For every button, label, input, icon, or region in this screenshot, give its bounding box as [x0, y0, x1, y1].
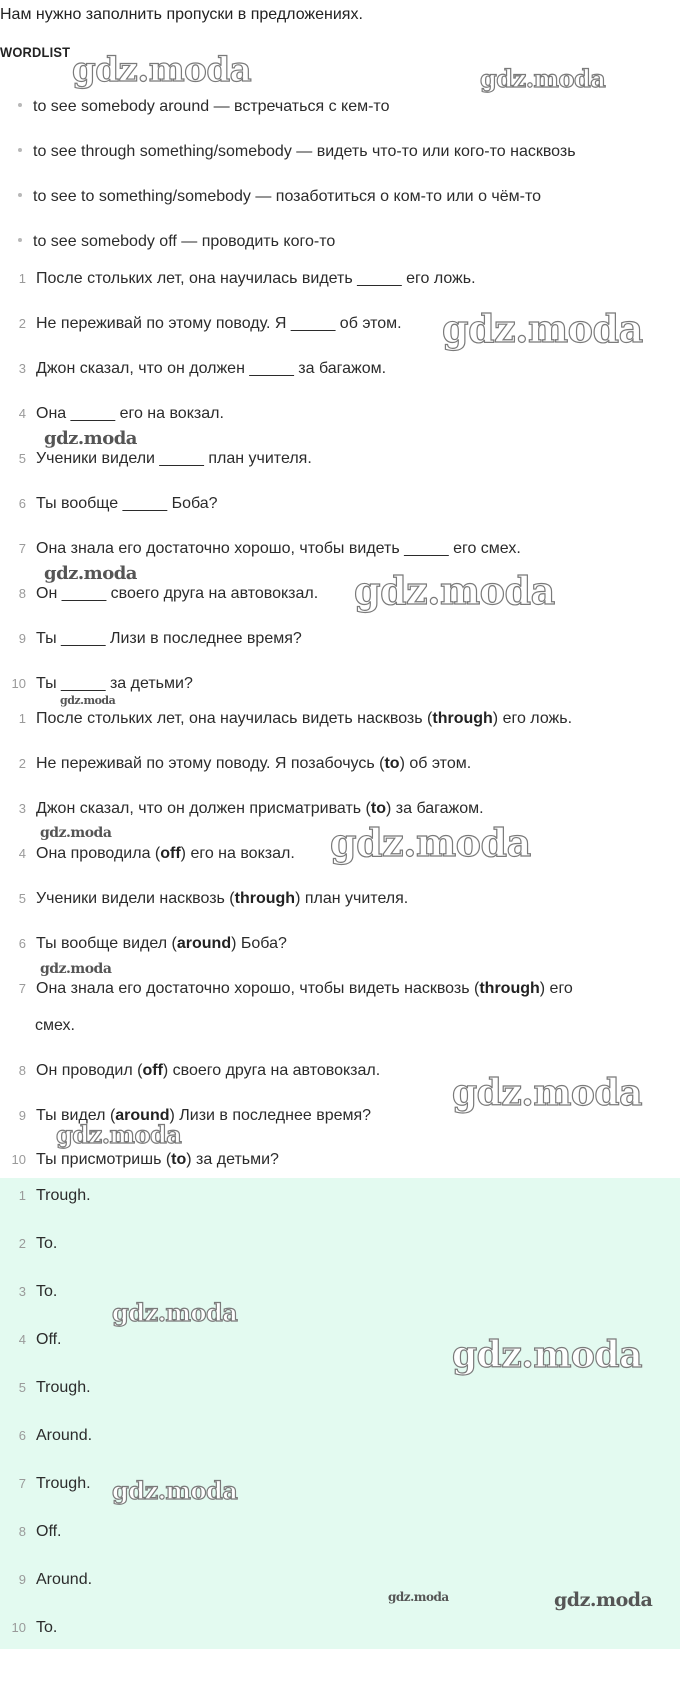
item-text: Ты вообще видел (around) Боба? — [36, 935, 287, 952]
watermark: gdz.moda — [330, 820, 531, 865]
translation-item — [0, 935, 287, 953]
translation-item — [0, 800, 484, 818]
answer-text: Off. — [36, 1331, 62, 1348]
answer-text: Trough. — [36, 1379, 91, 1396]
item-number: 7 — [18, 981, 26, 996]
exercise-item — [0, 450, 312, 468]
item-number: 9 — [18, 1108, 26, 1123]
answer-text: To. — [36, 1619, 58, 1636]
answer-text: To. — [36, 1235, 58, 1252]
item-number: 1 — [18, 711, 26, 726]
item-number: 5 — [18, 1380, 26, 1395]
item-text: Джон сказал, что он должен присматривать (to) за багажом. — [36, 800, 484, 817]
item-number: 10 — [11, 1152, 26, 1167]
exercise-item — [0, 585, 318, 603]
item-text: Она знала его достаточно хорошо, чтобы видеть _____ его смех. — [36, 540, 521, 557]
answer-word: through — [432, 710, 493, 727]
item-number: 8 — [18, 1063, 26, 1078]
exercise-item — [0, 405, 224, 423]
watermark: gdz.moda — [554, 1589, 653, 1611]
answer-word: to — [171, 1151, 187, 1168]
exercise-item — [0, 315, 402, 333]
item-number: 6 — [18, 496, 26, 511]
answer-item — [0, 1523, 62, 1541]
item-text: Он проводил (off) своего друга на автовокзал. — [36, 1062, 381, 1079]
watermark: gdz.moda — [40, 825, 112, 841]
wordlist-item — [18, 233, 335, 251]
wordlist-item — [18, 98, 389, 116]
answer-item — [0, 1475, 91, 1493]
item-text: Не переживай по этому поводу. Я позабочусь (to) об этом. — [36, 755, 472, 772]
item-number: 6 — [18, 936, 26, 951]
wordlist-item-text: to see to something/somebody — позаботиться о ком-то или о чём-то — [33, 188, 542, 205]
item-text: Ты видел (around) Лизи в последнее время? — [36, 1107, 372, 1124]
item-number: 9 — [18, 631, 26, 646]
item-text: После стольких лет, она научилась видеть насквозь (through) его ложь. — [36, 710, 573, 727]
item-text: Она знала его достаточно хорошо, чтобы видеть насквозь (through) его — [36, 980, 573, 997]
answer-word: through — [234, 890, 296, 907]
item-number: 2 — [18, 316, 26, 331]
translation-item — [0, 980, 573, 998]
watermark: gdz.moda — [60, 694, 116, 707]
item-number: 6 — [18, 1428, 26, 1443]
watermark: gdz.moda — [44, 563, 137, 584]
item-text: Не переживай по этому поводу. Я _____ об этом. — [36, 315, 402, 332]
answer-text: Trough. — [36, 1187, 91, 1204]
answers-panel — [0, 1178, 680, 1649]
item-number: 10 — [11, 676, 26, 691]
answer-item — [0, 1427, 92, 1445]
item-number: 4 — [18, 846, 26, 861]
item-number: 2 — [18, 1236, 26, 1251]
translation-item — [0, 1062, 380, 1080]
wordlist-item-text: to see through something/somebody — видеть что-то или кого-то насквозь — [33, 143, 576, 160]
item-text: После стольких лет, она научилась видеть _____ его ложь. — [36, 270, 476, 287]
bullet-icon — [18, 103, 22, 107]
answer-word: off — [160, 845, 181, 862]
item-number: 8 — [18, 586, 26, 601]
item-text: Ты присмотришь (to) за детьми? — [36, 1151, 279, 1168]
watermark: gdz.moda — [112, 1476, 238, 1505]
item-number: 7 — [18, 541, 26, 556]
exercise-item — [0, 540, 521, 558]
item-text: Она _____ его на вокзал. — [36, 405, 224, 422]
exercise-item — [0, 270, 476, 288]
watermark: gdz.moda — [452, 1334, 642, 1376]
intro-text: Нам нужно заполнить пропуски в предложениях. — [0, 6, 363, 23]
item-number: 10 — [11, 1620, 26, 1635]
answer-item — [0, 1619, 57, 1637]
watermark: gdz.moda — [480, 64, 606, 93]
translation-continuation: смех. — [35, 1017, 75, 1034]
answer-text: Trough. — [36, 1475, 91, 1492]
item-number: 4 — [18, 406, 26, 421]
exercise-item — [0, 495, 218, 513]
item-number: 2 — [18, 756, 26, 771]
watermark: gdz.moda — [442, 306, 643, 351]
item-text: Он _____ своего друга на автовокзал. — [36, 585, 319, 602]
answer-item — [0, 1331, 62, 1349]
item-number: 5 — [18, 451, 26, 466]
watermark: gdz.moda — [44, 428, 137, 449]
bullet-icon — [18, 193, 22, 197]
watermark: gdz.moda — [354, 568, 555, 613]
item-number: 3 — [18, 1284, 26, 1299]
answer-text: To. — [36, 1283, 58, 1300]
watermark: gdz.moda — [452, 1072, 642, 1114]
item-number: 9 — [18, 1572, 26, 1587]
item-number: 1 — [18, 271, 26, 286]
wordlist-item — [18, 188, 541, 206]
translation-item — [0, 710, 572, 728]
item-text: Она проводила (off) его на вокзал. — [36, 845, 295, 862]
translation-item — [0, 755, 471, 773]
answer-item — [0, 1187, 91, 1205]
translation-item — [0, 845, 295, 863]
wordlist-item-text: to see somebody off — проводить кого-то — [33, 233, 336, 250]
wordlist-item — [18, 143, 576, 161]
answer-item — [0, 1283, 57, 1301]
answer-word: around — [115, 1107, 170, 1124]
exercise-item — [0, 675, 193, 693]
translation-item — [0, 1151, 279, 1169]
item-text: Джон сказал, что он должен _____ за багажом. — [36, 360, 387, 377]
item-text: Ученики видели _____ план учителя. — [36, 450, 312, 467]
item-number: 5 — [18, 891, 26, 906]
wordlist-item-text: to see somebody around — встречаться с кем-то — [33, 98, 390, 115]
translation-item — [0, 890, 408, 908]
bullet-icon — [18, 238, 22, 242]
answer-item — [0, 1235, 57, 1253]
answer-word: around — [176, 935, 232, 952]
exercise-item — [0, 360, 386, 378]
answer-text: Around. — [36, 1571, 93, 1588]
item-number: 7 — [18, 1476, 26, 1491]
answer-text: Around. — [36, 1427, 93, 1444]
wordlist-title: WORDLIST — [0, 44, 71, 60]
bullet-icon — [18, 148, 22, 152]
watermark: gdz.moda — [72, 50, 252, 90]
exercise-item — [0, 630, 302, 648]
answer-word: off — [142, 1062, 163, 1079]
answer-text: Off. — [36, 1523, 62, 1540]
item-text: Ты вообще _____ Боба? — [36, 495, 218, 512]
item-text: Ты _____ за детьми? — [36, 675, 193, 692]
watermark: gdz.moda — [56, 1120, 182, 1149]
item-number: 3 — [18, 801, 26, 816]
answer-item — [0, 1379, 91, 1397]
item-number: 1 — [18, 1188, 26, 1203]
watermark: gdz.moda — [388, 1590, 449, 1604]
item-number: 8 — [18, 1524, 26, 1539]
watermark: gdz.moda — [40, 961, 112, 977]
item-text: Ты _____ Лизи в последнее время? — [36, 630, 302, 647]
answer-item — [0, 1571, 92, 1589]
watermark: gdz.moda — [112, 1298, 238, 1327]
answer-word: to — [384, 755, 400, 772]
item-number: 3 — [18, 361, 26, 376]
item-number: 4 — [18, 1332, 26, 1347]
answer-word: to — [370, 800, 386, 817]
answer-word: through — [479, 980, 540, 997]
item-text: Ученики видели насквозь (through) план учителя. — [36, 890, 409, 907]
